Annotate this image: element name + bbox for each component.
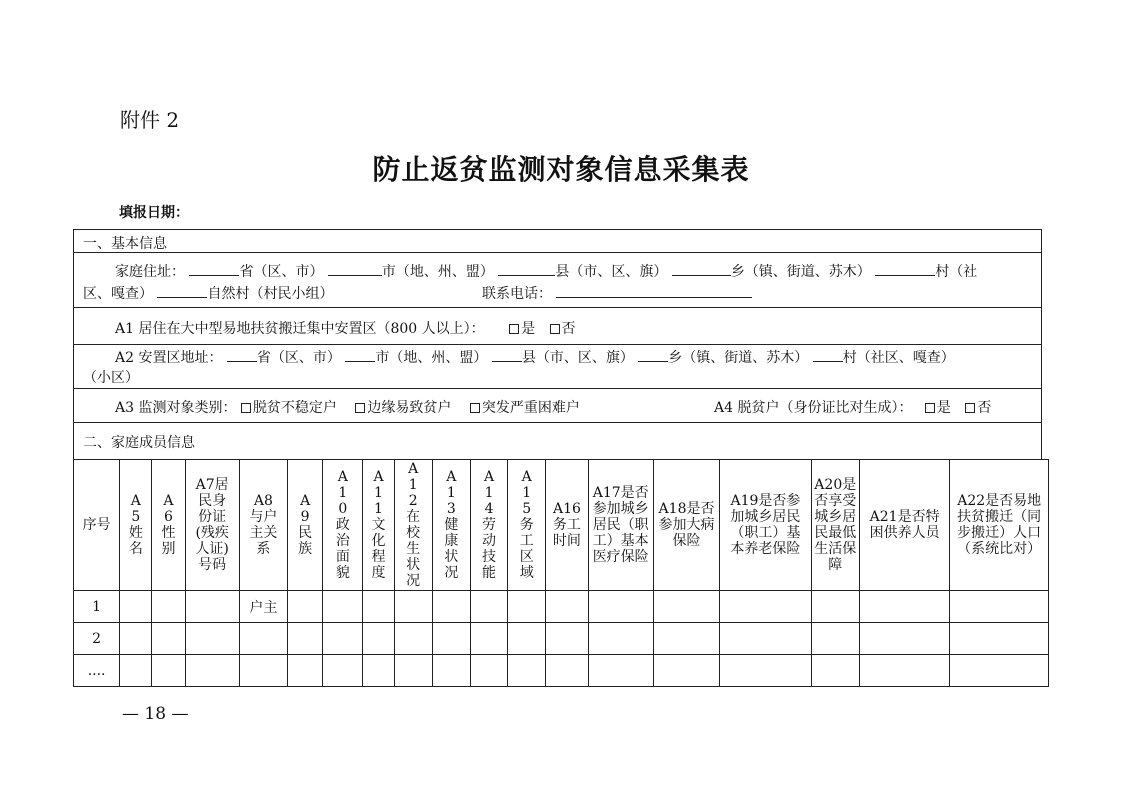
col-header: A8与户主关系 <box>239 460 287 591</box>
table-cell[interactable] <box>546 623 588 655</box>
a4-label: A4 脱贫户（身份证比对生成）： <box>714 400 913 416</box>
village-label: 村（社 <box>935 264 978 280</box>
a2-county-label: 县（市、区、旗） <box>521 350 634 366</box>
section1-heading: 一、基本信息 <box>83 236 167 252</box>
a4-no-label: 否 <box>977 400 992 416</box>
table-cell[interactable] <box>546 591 588 623</box>
table-cell[interactable] <box>859 623 949 655</box>
table-cell[interactable] <box>588 655 653 687</box>
col-header: A13健康状况 <box>432 460 470 591</box>
address-line-1 <box>115 261 977 281</box>
table-cell[interactable] <box>323 591 363 623</box>
table-cell[interactable] <box>811 623 859 655</box>
table-cell[interactable] <box>546 655 588 687</box>
table-cell[interactable] <box>363 655 394 687</box>
relation-cell[interactable] <box>239 655 287 687</box>
table-cell[interactable] <box>432 591 470 623</box>
a1-no-checkbox[interactable] <box>550 324 560 334</box>
a1-label: A1 居住在大中型易地扶贫搬迁集中安置区（800 人以上）： <box>115 321 485 337</box>
fill-date-label: 填报日期： <box>119 205 189 221</box>
table-cell[interactable] <box>288 591 323 623</box>
a3-opt2-label: 边缘易致贫户 <box>367 400 452 416</box>
col-header: A6性别 <box>152 460 185 591</box>
col-header: A20是否享受城乡居民最低生活保障 <box>811 460 859 591</box>
table-cell[interactable] <box>120 591 152 623</box>
table-cell[interactable] <box>152 655 185 687</box>
a1-yes-checkbox[interactable] <box>509 324 519 334</box>
a3-label: A3 监测对象类别： <box>115 400 237 416</box>
a2-city-input[interactable] <box>345 347 375 362</box>
col-header: 序号 <box>74 460 120 591</box>
row-number: 2 <box>74 623 120 655</box>
table-cell[interactable] <box>588 591 653 623</box>
a2-township-input[interactable] <box>638 347 668 362</box>
table-cell[interactable] <box>653 591 719 623</box>
table-cell[interactable] <box>859 591 949 623</box>
basic-info-section <box>73 229 1042 460</box>
table-cell[interactable] <box>394 591 432 623</box>
table-cell[interactable] <box>185 655 239 687</box>
col-header: A11文化程度 <box>363 460 394 591</box>
a3-opt2-checkbox[interactable] <box>355 403 365 413</box>
a2-province-input[interactable] <box>227 347 257 362</box>
phone-row <box>482 283 752 303</box>
table-cell[interactable] <box>508 591 546 623</box>
city-label: 市（地、州、盟） <box>381 264 494 280</box>
table-cell[interactable] <box>323 655 363 687</box>
township-input[interactable] <box>672 261 731 276</box>
a1-row <box>115 318 576 338</box>
col-header: A10政治面貌 <box>323 460 363 591</box>
a3-opt3-checkbox[interactable] <box>470 403 480 413</box>
phone-label: 联系电话： <box>482 286 552 302</box>
table-row <box>74 655 1049 687</box>
table-cell[interactable] <box>152 591 185 623</box>
a4-yes-label: 是 <box>936 400 951 416</box>
relation-cell[interactable] <box>239 623 287 655</box>
table-cell[interactable] <box>185 591 239 623</box>
table-cell[interactable] <box>720 591 811 623</box>
table-cell[interactable] <box>288 623 323 655</box>
row-number: .... <box>74 655 120 687</box>
a2-label: A2 安置区地址： <box>115 350 223 366</box>
col-header: A5姓名 <box>120 460 152 591</box>
table-cell[interactable] <box>720 655 811 687</box>
table-cell[interactable] <box>120 623 152 655</box>
table-cell[interactable] <box>653 655 719 687</box>
table-cell[interactable] <box>470 655 507 687</box>
page-number: — 18 — <box>122 704 189 724</box>
col-header: A9民族 <box>288 460 323 591</box>
table-cell[interactable] <box>432 655 470 687</box>
a2-city-label: 市（地、州、盟） <box>375 350 488 366</box>
table-cell[interactable] <box>120 655 152 687</box>
col-header: A22是否易地扶贫搬迁（同步搬迁）人口（系统比对） <box>950 460 1049 591</box>
table-cell[interactable] <box>394 623 432 655</box>
table-row <box>74 623 1049 655</box>
table-cell[interactable] <box>363 591 394 623</box>
city-input[interactable] <box>328 261 382 276</box>
table-cell[interactable] <box>394 655 432 687</box>
table-cell[interactable] <box>950 623 1049 655</box>
row-number: 1 <box>74 591 120 623</box>
relation-cell[interactable]: 户主 <box>239 591 287 623</box>
col-header: A12在校生状况 <box>394 460 432 591</box>
table-cell[interactable] <box>811 655 859 687</box>
section2-heading: 二、家庭成员信息 <box>83 435 195 451</box>
col-header: A21是否特困供养人员 <box>859 460 949 591</box>
col-header: A7居民身份证(残疾人证)号码 <box>185 460 239 591</box>
col-header: A16务工时间 <box>546 460 588 591</box>
table-cell[interactable] <box>288 655 323 687</box>
a2-village-label: 村（社区、嘎查） <box>842 350 955 366</box>
a1-yes-label: 是 <box>521 321 536 337</box>
table-cell[interactable] <box>720 623 811 655</box>
address-label: 家庭住址： <box>115 264 185 280</box>
a2-province-label: 省（区、市） <box>256 350 341 366</box>
a1-no-label: 否 <box>561 321 576 337</box>
col-header: A17是否参加城乡居民（职工）基本医疗保险 <box>588 460 653 591</box>
table-cell[interactable] <box>185 623 239 655</box>
table-cell[interactable] <box>950 655 1049 687</box>
table-cell[interactable] <box>859 655 949 687</box>
a3-row <box>115 397 580 417</box>
county-label: 县（市、区、旗） <box>555 264 668 280</box>
table-cell[interactable] <box>323 623 363 655</box>
col-header: A19是否参加城乡居民（职工）基本养老保险 <box>720 460 811 591</box>
page-title: 防止返贫监测对象信息采集表 <box>372 153 750 186</box>
phone-input[interactable] <box>556 283 752 298</box>
county-input[interactable] <box>498 261 555 276</box>
a2-county-input[interactable] <box>492 347 522 362</box>
col-header: A14劳动技能 <box>470 460 507 591</box>
table-cell[interactable] <box>508 655 546 687</box>
a4-row <box>714 397 991 417</box>
a2-row <box>115 347 955 367</box>
a3-opt1-checkbox[interactable] <box>241 403 251 413</box>
table-cell[interactable] <box>470 623 507 655</box>
province-input[interactable] <box>189 261 239 276</box>
address-line-2 <box>83 283 333 303</box>
a3-opt1-label: 脱贫不稳定户 <box>252 400 337 416</box>
table-cell[interactable] <box>588 623 653 655</box>
table-row <box>74 591 1049 623</box>
col-header: A18是否参加大病保险 <box>653 460 719 591</box>
col-header: A15务工区域 <box>508 460 546 591</box>
table-cell[interactable] <box>950 591 1049 623</box>
a3-opt3-label: 突发严重困难户 <box>481 400 580 416</box>
attachment-label: 附件 2 <box>120 108 180 132</box>
province-label: 省（区、市） <box>239 264 324 280</box>
table-header-row <box>74 460 1049 591</box>
natural-village-label: 自然村（村民小组） <box>207 286 334 302</box>
table-cell[interactable] <box>508 623 546 655</box>
table-cell[interactable] <box>432 623 470 655</box>
a4-yes-checkbox[interactable] <box>925 403 935 413</box>
a2-community-label: （小区） <box>83 370 139 386</box>
family-members-table <box>73 459 1049 687</box>
table-cell[interactable] <box>363 623 394 655</box>
a2-township-label: 乡（镇、街道、苏木） <box>668 350 809 366</box>
a2-village-input[interactable] <box>813 347 843 362</box>
table-cell[interactable] <box>811 591 859 623</box>
natural-village-input[interactable] <box>157 283 207 298</box>
township-label: 乡（镇、街道、苏木） <box>730 264 871 280</box>
a4-no-checkbox[interactable] <box>965 403 975 413</box>
village-label-cont: 区、嘎查） <box>83 286 153 302</box>
table-cell[interactable] <box>152 623 185 655</box>
table-cell[interactable] <box>470 591 507 623</box>
village-input[interactable] <box>875 261 935 276</box>
table-cell[interactable] <box>653 623 719 655</box>
